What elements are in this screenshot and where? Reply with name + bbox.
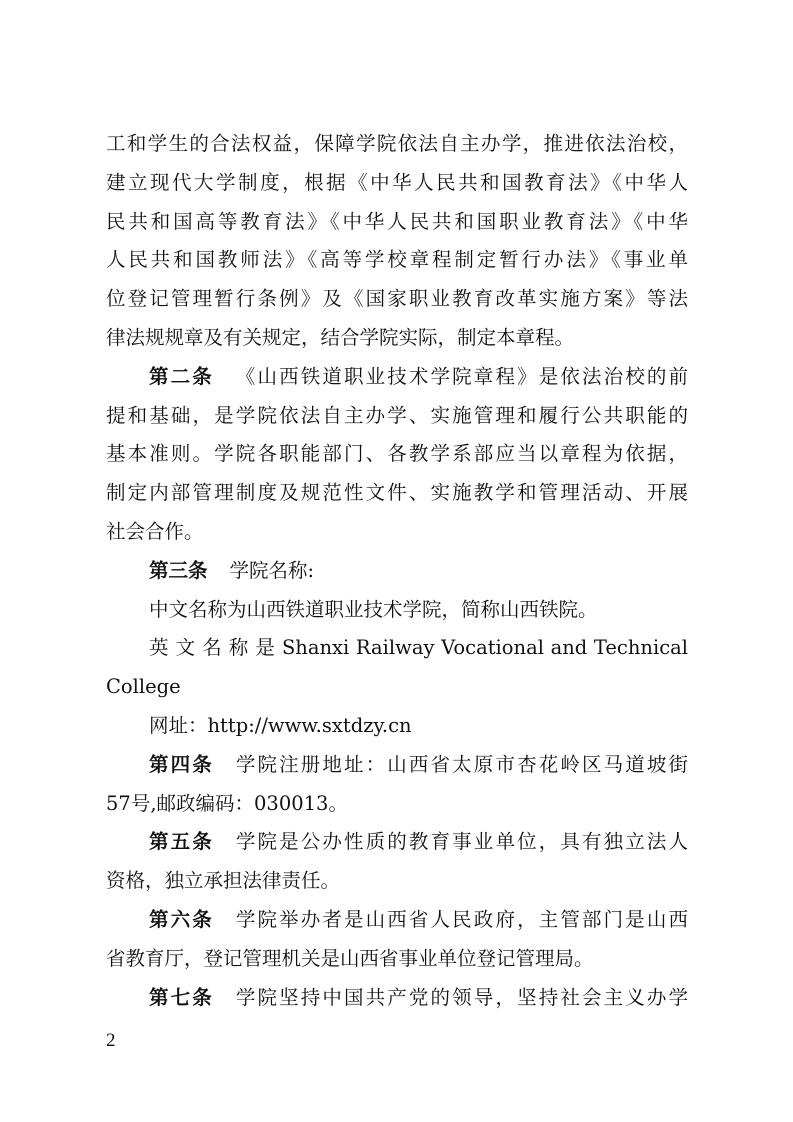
chinese-name-line: 中文名称为山西铁道职业技术学院，简称山西铁院。 bbox=[149, 597, 598, 621]
article-heading: 第二条 bbox=[149, 364, 214, 388]
article-4-first-line bbox=[106, 746, 688, 785]
document-body bbox=[106, 125, 688, 1017]
text-line: 建立现代大学制度，根据《中华人民共和国教育法》《中华人 bbox=[106, 170, 688, 194]
article-text: 《山西铁道职业技术学院章程》是依法治校的前 bbox=[235, 364, 688, 388]
article-heading: 第六条 bbox=[149, 907, 214, 931]
article-6-first-line bbox=[106, 901, 688, 940]
text-line: 律法规规章及有关规定，结合学院实际，制定本章程。 bbox=[106, 325, 575, 349]
article-2-first-line bbox=[106, 358, 688, 397]
text-line: College bbox=[106, 675, 181, 699]
article-text: 学院坚持中国共产党的领导，坚持社会主义办学 bbox=[235, 985, 688, 1009]
article-heading: 第五条 bbox=[149, 830, 214, 854]
text-line: 提和基础，是学院依法自主办学、实施管理和履行公共职能的 bbox=[106, 403, 688, 427]
page-number: 2 bbox=[106, 1030, 116, 1051]
text-line: 社会合作。 bbox=[106, 519, 204, 543]
text-line: 民共和国高等教育法》《中华人民共和国职业教育法》《中华 bbox=[106, 209, 688, 233]
article-heading: 第三条 bbox=[149, 558, 208, 582]
website-line: 网址：http://www.sxtdzy.cn bbox=[149, 713, 412, 737]
article-text: 学院是公办性质的教育事业单位，具有独立法人 bbox=[235, 830, 688, 854]
text-line: 工和学生的合法权益，保障学院依法自主办学，推进依法治校， bbox=[106, 132, 688, 155]
text-line: 省教育厅，登记管理机关是山西省事业单位登记管理局。 bbox=[106, 946, 594, 970]
article-3-first-line bbox=[106, 552, 688, 591]
text-line: 57号,邮政编码：030013。 bbox=[106, 791, 348, 815]
text-line: 位登记管理暂行条例》及《国家职业教育改革实施方案》等法 bbox=[106, 287, 688, 311]
article-7-first-line bbox=[106, 979, 688, 1018]
article-heading: 第七条 bbox=[149, 985, 214, 1009]
english-name-line: 英 文 名 称 是 Shanxi Railway Vocational and Technical bbox=[149, 636, 688, 660]
text-line: 制定内部管理制度及规范性文件、实施教学和管理活动、开展 bbox=[106, 481, 688, 505]
article-text: 学院注册地址：山西省太原市杏花岭区马道坡街 bbox=[235, 752, 688, 776]
text-line: 人民共和国教师法》《高等学校章程制定暂行办法》《事业单 bbox=[106, 248, 688, 272]
article-text: 学院名称: bbox=[229, 558, 315, 582]
article-heading: 第四条 bbox=[149, 752, 214, 776]
text-line: 资格，独立承担法律责任。 bbox=[106, 869, 341, 893]
article-5-first-line bbox=[106, 823, 688, 862]
article-text: 学院举办者是山西省人民政府，主管部门是山西 bbox=[235, 907, 688, 931]
text-line: 基本准则。学院各职能部门、各教学系部应当以章程为依据， bbox=[106, 442, 688, 466]
